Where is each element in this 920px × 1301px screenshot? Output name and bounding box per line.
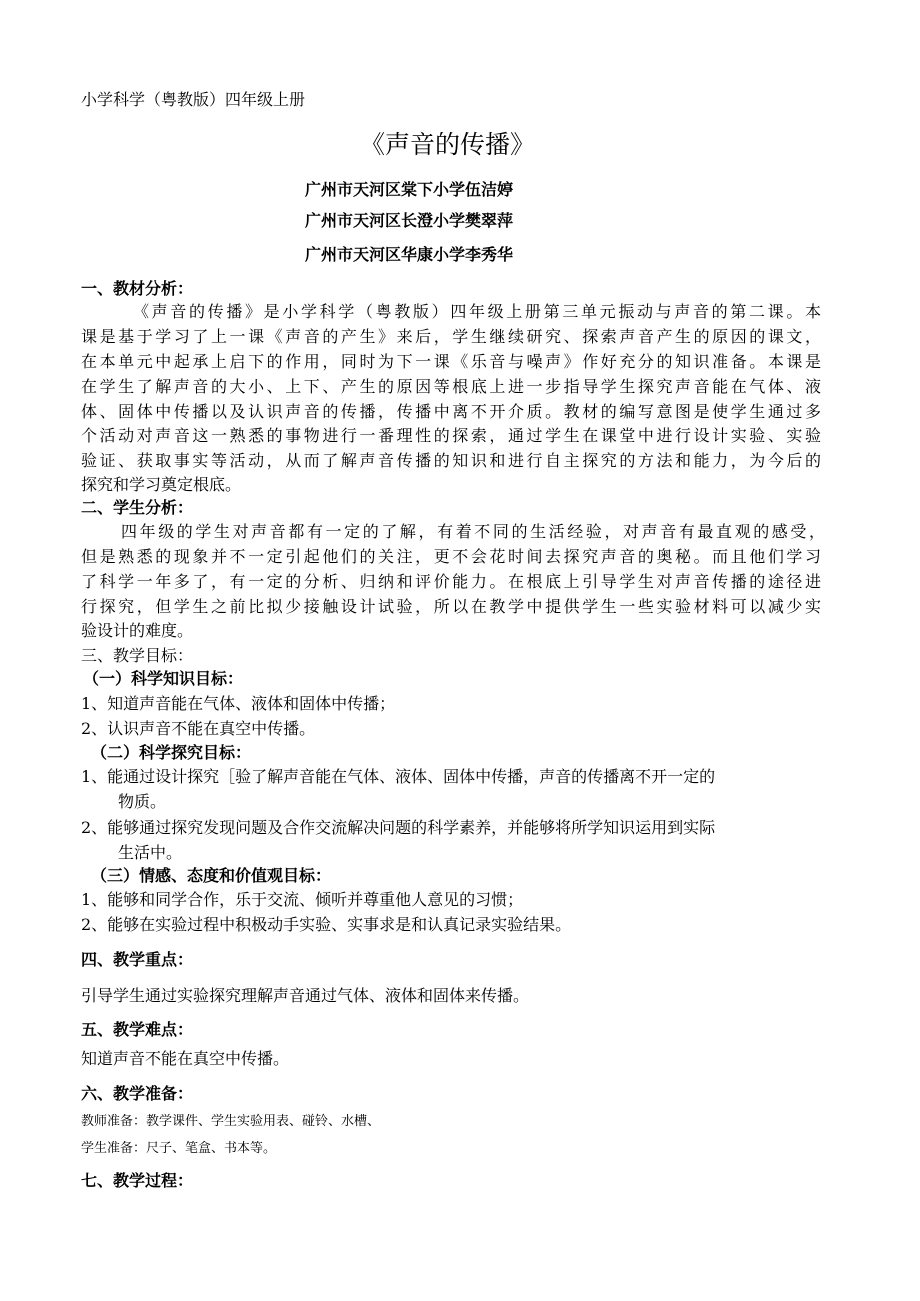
list-item: 1、能够和同学合作，乐于交流、倾听并尊重他人意见的习惯； [81,890,524,909]
list-item-continuation: 物质。 [118,792,167,811]
paragraph-line: 知道声音不能在真空中传播。 [81,1049,290,1068]
section-heading-1: 一、教材分析： [81,279,194,298]
list-item: 2、能够在实验过程中积极动手实验、实事求是和认真记录实验结果。 [81,915,572,934]
paragraph-line: 四年级的学生对声音都有一定的了解，有着不同的生活经验，对声音有最直观的感受， [121,522,825,541]
paragraph-line: 个活动对声音这一熟悉的事物进行一番理性的探索，通过学生在课堂中进行设计实验、实验 [81,426,821,445]
paragraph-line: 但是熟悉的现象并不一定引起他们的关注，更不会花时间去探究声音的奥秘。而且他们学习 [81,547,821,566]
subsection-heading: （三）情感、态度和价值观目标： [91,866,332,885]
section-heading-3: 三、教学目标： [81,646,194,665]
list-item-continuation: 生活中。 [118,843,183,862]
teacher-preparation: 教师准备：教学课件、学生实验用表、碰铃、水槽、 [81,1114,381,1129]
paragraph-line: 了科学一年多了，有一定的分析、归纳和评价能力。在根底上引导学生对声音传播的途径进 [81,572,821,591]
paragraph-line: 探究和学习奠定根底。 [81,475,242,494]
section-heading-4: 四、教学重点： [81,950,194,969]
paragraph-line: 《声音的传播》是小学科学（粤教版）四年级上册第三单元振动与声音的第二课。本 [133,302,821,321]
section-heading-6: 六、教学准备： [81,1084,194,1103]
author-line-2: 广州市天河区长澄小学樊翠萍 [305,211,514,230]
student-preparation: 学生准备：尺子、笔盒、书本等。 [81,1141,277,1156]
paragraph-line: 课是基于学习了上一课《声音的产生》来后，学生继续研究、探索声音产生的原因的课文， [81,327,821,346]
section-heading-7: 七、教学过程： [81,1171,194,1190]
author-line-1: 广州市天河区棠下小学伍洁婷 [305,180,514,199]
paragraph-line: 在本单元中起承上启下的作用，同时为下一课《乐音与噪声》作好充分的知识准备。本课是 [81,352,821,371]
paragraph-line: 引导学生通过实验探究理解声音通过气体、液体和固体来传播。 [81,986,530,1005]
section-heading-5: 五、教学难点： [81,1020,194,1039]
paragraph-line: 验设计的难度。 [81,621,194,640]
subsection-heading: （一）科学知识目标： [83,669,244,688]
list-item: 2、能够通过探究发现问题及合作交流解决问题的科学素养，并能够将所学知识运用到实际 [81,818,716,837]
paragraph-line: 行探究，但学生之前比拟少接触设计试验，所以在教学中提供学生一些实验材料可以减少实 [81,597,821,616]
paragraph-line: 在学生了解声音的大小、上下、产生的原因等根底上进一步指导学生探究声音能在气体、液 [81,377,821,396]
paragraph-line: 验证、获取事实等活动，从而了解声音传播的知识和进行自主探究的方法和能力，为今后的 [81,451,821,470]
paragraph-line: 体、固体中传播以及认识声音的传播，传播中离不开介质。教材的编写意图是使学生通过多 [81,402,821,421]
list-item: 1、能通过设计探究［验了解声音能在气体、液体、固体中传播，声音的传播离不开一定的 [81,767,716,786]
author-line-3: 广州市天河区华康小学李秀华 [305,245,514,264]
list-item: 2、认识声音不能在真空中传播。 [81,719,316,738]
list-item: 1、知道声音能在气体、液体和固体中传播； [81,694,396,713]
document-title: 《声音的传播》 [360,130,536,159]
subsection-heading: （二）科学探究目标： [91,743,252,762]
section-heading-2: 二、学生分析： [81,498,194,517]
course-header: 小学科学（粤教版）四年级上册 [81,90,306,109]
